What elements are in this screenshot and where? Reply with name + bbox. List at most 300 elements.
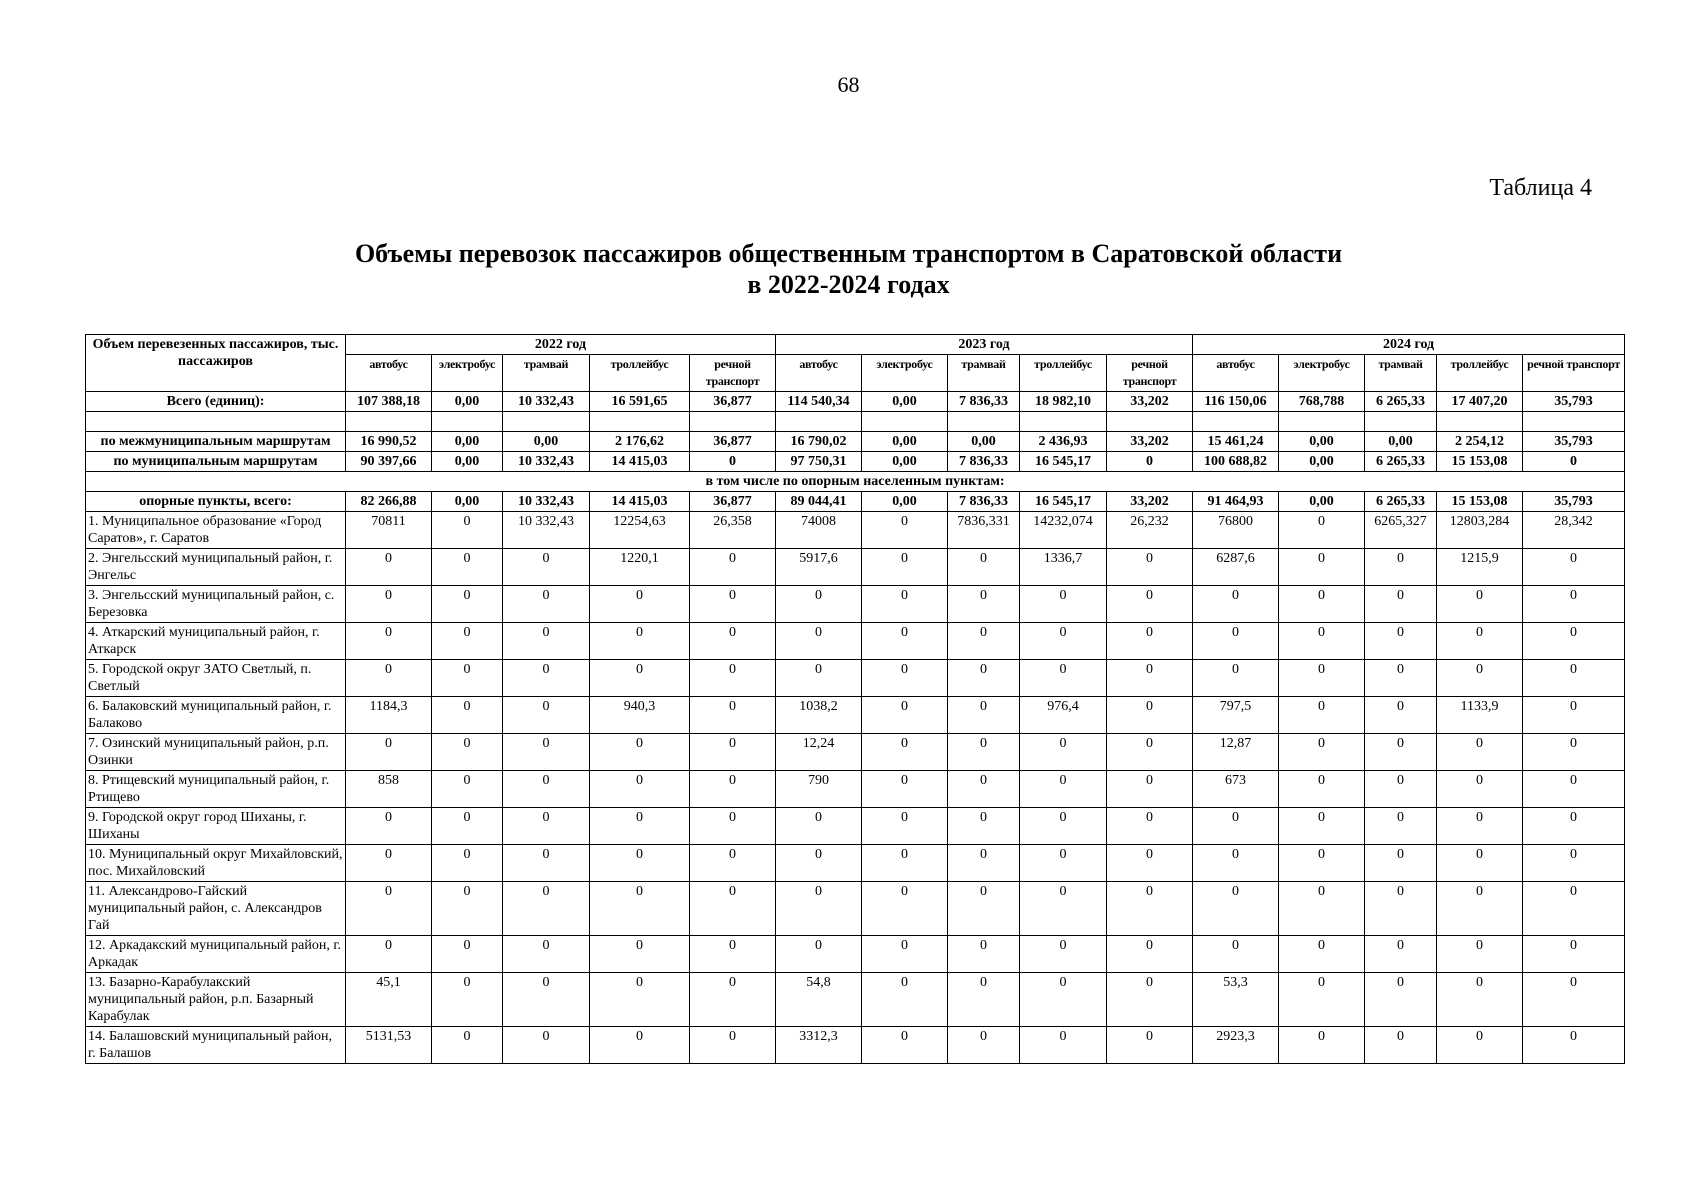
table-cell: 114 540,34	[776, 392, 862, 412]
table-cell: 0	[1107, 623, 1193, 660]
table-cell: 0	[346, 660, 432, 697]
table-row	[86, 623, 1625, 660]
table-cell: 0	[1365, 882, 1437, 936]
table-cell: 12,24	[776, 734, 862, 771]
table-row	[86, 882, 1625, 936]
table-cell: 1336,7	[1020, 549, 1107, 586]
table-cell: 2923,3	[1193, 1027, 1279, 1064]
table-cell: 6 265,33	[1365, 492, 1437, 512]
table-cell: 0	[1193, 623, 1279, 660]
table-cell: 0	[1279, 660, 1365, 697]
table-cell: 0	[690, 973, 776, 1027]
table-cell: 0	[503, 936, 590, 973]
sub-header-cell: троллейбус	[1020, 355, 1107, 392]
table-cell: 33,202	[1107, 492, 1193, 512]
table-cell: 45,1	[346, 973, 432, 1027]
sub-header-cell: электробус	[862, 355, 948, 392]
table-cell: 0	[1107, 973, 1193, 1027]
table-cell: 0	[948, 808, 1020, 845]
table-cell: 0	[432, 973, 503, 1027]
table-cell: 0	[1279, 1027, 1365, 1064]
table-cell: 10 332,43	[503, 452, 590, 472]
table-cell: 0	[432, 512, 503, 549]
year-header-2023: 2023 год	[776, 335, 1193, 355]
table-cell: 0	[432, 882, 503, 936]
table-cell: 0	[948, 771, 1020, 808]
table-cell: 0	[690, 845, 776, 882]
sub-header-cell: речной транспорт	[1523, 355, 1625, 392]
empty-cell	[862, 412, 948, 432]
table-cell: 0	[1365, 549, 1437, 586]
table-cell: 0	[1020, 734, 1107, 771]
table-cell: 3312,3	[776, 1027, 862, 1064]
table-cell: 0	[690, 549, 776, 586]
table-cell: 33,202	[1107, 432, 1193, 452]
table-cell: 0	[690, 808, 776, 845]
table-cell: 0	[590, 734, 690, 771]
sub-header-cell: автобус	[776, 355, 862, 392]
table-cell: 7 836,33	[948, 452, 1020, 472]
year-header-2024: 2024 год	[1193, 335, 1625, 355]
table-cell: 36,877	[690, 392, 776, 412]
table-cell: 0	[503, 549, 590, 586]
row-label: 3. Энгельсский муниципальный район, с. Березовка	[86, 586, 346, 623]
corner-header: Объем перевезенных пассажиров, тыс. пассажиров	[86, 335, 346, 392]
table-cell: 0	[948, 586, 1020, 623]
sub-header-cell: электробус	[1279, 355, 1365, 392]
table-cell: 0	[1107, 586, 1193, 623]
row-label: 8. Ртищевский муниципальный район, г. Ртищево	[86, 771, 346, 808]
table-cell: 0	[1279, 586, 1365, 623]
table-cell: 0	[346, 845, 432, 882]
table-cell: 0	[503, 734, 590, 771]
table-row	[86, 660, 1625, 697]
table-row	[86, 973, 1625, 1027]
table-cell: 0,00	[1279, 432, 1365, 452]
support-points-note: в том числе по опорным населенным пунктам:	[86, 472, 1625, 492]
table-cell: 18 982,10	[1020, 392, 1107, 412]
table-cell: 0	[1523, 452, 1625, 472]
row-label: 2. Энгельсский муниципальный район, г. Энгельс	[86, 549, 346, 586]
table-cell: 0	[1193, 845, 1279, 882]
table-row	[86, 808, 1625, 845]
table-row	[86, 734, 1625, 771]
sub-header-cell: трамвай	[948, 355, 1020, 392]
table-cell: 36,877	[690, 432, 776, 452]
table-cell: 90 397,66	[346, 452, 432, 472]
table-cell: 0	[1279, 808, 1365, 845]
table-cell: 7836,331	[948, 512, 1020, 549]
table-cell: 100 688,82	[1193, 452, 1279, 472]
row-label: 1. Муниципальное образование «Город Саратов», г. Саратов	[86, 512, 346, 549]
table-cell: 0	[690, 936, 776, 973]
table-cell: 0	[1437, 771, 1523, 808]
support-points-total-row	[86, 492, 1625, 512]
table-cell: 82 266,88	[346, 492, 432, 512]
table-cell: 1038,2	[776, 697, 862, 734]
table-cell: 0	[503, 882, 590, 936]
table-cell: 0	[590, 1027, 690, 1064]
table-cell: 0	[1107, 549, 1193, 586]
table-cell: 0	[862, 512, 948, 549]
empty-cell	[432, 412, 503, 432]
sub-header-cell: электробус	[432, 355, 503, 392]
table-cell: 0	[776, 660, 862, 697]
table-row	[86, 845, 1625, 882]
table-cell: 0	[590, 936, 690, 973]
table-cell: 0	[948, 734, 1020, 771]
table-cell: 0	[1523, 734, 1625, 771]
sub-header-cell: речной транспорт	[690, 355, 776, 392]
table-cell: 976,4	[1020, 697, 1107, 734]
table-cell: 12803,284	[1437, 512, 1523, 549]
table-cell: 0	[948, 973, 1020, 1027]
table-cell: 0	[590, 623, 690, 660]
row-label: 14. Балашовский муниципальный район, г. Балашов	[86, 1027, 346, 1064]
table-cell: 0	[948, 623, 1020, 660]
table-cell: 0	[1279, 882, 1365, 936]
sub-header-cell: автобус	[1193, 355, 1279, 392]
table-row	[86, 697, 1625, 734]
sub-header-cell: трамвай	[503, 355, 590, 392]
row-label: 6. Балаковский муниципальный район, г. Балаково	[86, 697, 346, 734]
table-cell: 0,00	[862, 392, 948, 412]
sub-header-cell: троллейбус	[590, 355, 690, 392]
table-cell: 0	[1523, 882, 1625, 936]
table-cell: 0,00	[1279, 492, 1365, 512]
title-line-1: Объемы перевозок пассажиров общественным транспортом в Саратовской области	[354, 239, 1343, 268]
table-cell: 0	[1107, 1027, 1193, 1064]
table-cell: 0	[690, 734, 776, 771]
table-cell: 0,00	[862, 492, 948, 512]
row-label: 13. Базарно-Карабулакский муниципальный район, р.п. Базарный Карабулак	[86, 973, 346, 1027]
page-number: 68	[837, 72, 860, 97]
table-cell: 0	[862, 660, 948, 697]
table-cell: 0	[1107, 771, 1193, 808]
table-cell: 14 415,03	[590, 492, 690, 512]
table-cell: 0	[862, 845, 948, 882]
table-cell: 0	[346, 882, 432, 936]
table-cell: 0	[1437, 936, 1523, 973]
row-label: опорные пункты, всего:	[86, 492, 346, 512]
table-cell: 0	[1193, 586, 1279, 623]
table-cell: 0,00	[1279, 452, 1365, 472]
table-cell: 0	[1523, 973, 1625, 1027]
table-cell: 0	[432, 549, 503, 586]
table-cell: 0	[1279, 936, 1365, 973]
table-cell: 0	[1107, 845, 1193, 882]
table-cell: 107 388,18	[346, 392, 432, 412]
empty-cell	[1193, 412, 1279, 432]
table-cell: 0	[1523, 660, 1625, 697]
table-cell: 0	[1437, 973, 1523, 1027]
table-cell: 0	[1523, 623, 1625, 660]
empty-cell	[1020, 412, 1107, 432]
table-cell: 0	[432, 623, 503, 660]
empty-cell	[776, 412, 862, 432]
table-cell: 0	[1020, 623, 1107, 660]
table-cell: 0	[503, 808, 590, 845]
table-cell: 12,87	[1193, 734, 1279, 771]
sub-header-cell: трамвай	[1365, 355, 1437, 392]
table-cell: 0	[503, 1027, 590, 1064]
table-cell: 0	[1523, 771, 1625, 808]
sub-header-cell: речной транспорт	[1107, 355, 1193, 392]
table-cell: 33,202	[1107, 392, 1193, 412]
table-cell: 0	[432, 808, 503, 845]
table-cell: 0	[590, 973, 690, 1027]
row-label: 12. Аркадакский муниципальный район, г. Аркадак	[86, 936, 346, 973]
table-cell: 6 265,33	[1365, 392, 1437, 412]
table-cell: 35,793	[1523, 392, 1625, 412]
table-cell: 0	[1279, 734, 1365, 771]
table-cell: 16 545,17	[1020, 492, 1107, 512]
table-cell: 7 836,33	[948, 392, 1020, 412]
table-cell: 0	[690, 586, 776, 623]
table-cell: 0,00	[948, 432, 1020, 452]
table-cell: 0	[432, 660, 503, 697]
table-cell: 16 545,17	[1020, 452, 1107, 472]
table-cell: 0	[432, 1027, 503, 1064]
table-cell: 0	[1365, 734, 1437, 771]
table-cell: 0	[690, 882, 776, 936]
table-cell: 0	[1020, 973, 1107, 1027]
table-cell: 0	[1523, 586, 1625, 623]
table-row	[86, 1027, 1625, 1064]
table-cell: 0	[1365, 808, 1437, 845]
table-cell: 53,3	[1193, 973, 1279, 1027]
table-cell: 5131,53	[346, 1027, 432, 1064]
table-cell: 0	[690, 771, 776, 808]
table-row	[86, 936, 1625, 973]
table-cell: 0	[1020, 936, 1107, 973]
table-cell: 35,793	[1523, 492, 1625, 512]
row-label: Всего (единиц):	[86, 392, 346, 412]
table-cell: 0	[1107, 660, 1193, 697]
table-cell: 0	[346, 623, 432, 660]
table-cell: 0	[1365, 660, 1437, 697]
table-cell: 0	[1020, 1027, 1107, 1064]
table-cell: 15 461,24	[1193, 432, 1279, 452]
table-cell: 16 990,52	[346, 432, 432, 452]
table-cell: 7 836,33	[948, 492, 1020, 512]
row-label: 5. Городской округ ЗАТО Светлый, п. Светлый	[86, 660, 346, 697]
table-cell: 116 150,06	[1193, 392, 1279, 412]
table-cell: 0	[862, 549, 948, 586]
table-cell: 0	[1279, 771, 1365, 808]
row-label: 9. Городской округ город Шиханы, г. Шиханы	[86, 808, 346, 845]
table-cell: 0	[1279, 623, 1365, 660]
municipal-row	[86, 452, 1625, 472]
table-cell: 0	[1437, 882, 1523, 936]
table-cell: 0	[776, 882, 862, 936]
table-cell: 0	[503, 771, 590, 808]
table-cell: 0	[1523, 808, 1625, 845]
table-cell: 1133,9	[1437, 697, 1523, 734]
table-cell: 0	[346, 586, 432, 623]
table-cell: 6 265,33	[1365, 452, 1437, 472]
table-cell: 10 332,43	[503, 392, 590, 412]
table-cell: 2 176,62	[590, 432, 690, 452]
table-row	[86, 586, 1625, 623]
table-cell: 1184,3	[346, 697, 432, 734]
table-cell: 0,00	[432, 492, 503, 512]
table-cell: 89 044,41	[776, 492, 862, 512]
table-cell: 790	[776, 771, 862, 808]
empty-cell	[590, 412, 690, 432]
table-cell: 0	[1365, 936, 1437, 973]
table-cell: 0	[1437, 845, 1523, 882]
row-label: 11. Александрово-Гайский муниципальный район, с. Александров Гай	[86, 882, 346, 936]
table-cell: 0	[776, 808, 862, 845]
table-cell: 0	[776, 845, 862, 882]
row-label: 10. Муниципальный округ Михайловский, пос. Михайловский	[86, 845, 346, 882]
sub-header-cell: автобус	[346, 355, 432, 392]
table-cell: 0	[1279, 512, 1365, 549]
table-cell: 0	[1279, 845, 1365, 882]
table-cell: 768,788	[1279, 392, 1365, 412]
table-cell: 0	[690, 452, 776, 472]
table-cell: 26,358	[690, 512, 776, 549]
table-cell: 0	[948, 936, 1020, 973]
table-cell: 0	[1279, 973, 1365, 1027]
table-cell: 0	[862, 697, 948, 734]
table-cell: 76800	[1193, 512, 1279, 549]
table-cell: 0	[862, 882, 948, 936]
total-row	[86, 392, 1625, 412]
table-cell: 0	[1193, 882, 1279, 936]
table-cell: 14 415,03	[590, 452, 690, 472]
table-cell: 0	[1020, 882, 1107, 936]
table-cell: 673	[1193, 771, 1279, 808]
table-cell: 17 407,20	[1437, 392, 1523, 412]
table-cell: 0,00	[432, 432, 503, 452]
table-cell: 0	[590, 771, 690, 808]
sub-header-cell: троллейбус	[1437, 355, 1523, 392]
table-cell: 0	[1365, 697, 1437, 734]
table-cell: 0	[776, 936, 862, 973]
empty-cell	[503, 412, 590, 432]
table-cell: 0	[862, 936, 948, 973]
table-cell: 1215,9	[1437, 549, 1523, 586]
row-label: 7. Озинский муниципальный район, р.п. Озинки	[86, 734, 346, 771]
empty-cell	[1365, 412, 1437, 432]
table-cell: 0	[1020, 771, 1107, 808]
table-cell: 6265,327	[1365, 512, 1437, 549]
table-cell: 0	[1437, 1027, 1523, 1064]
table-cell: 0	[1365, 845, 1437, 882]
table-cell: 0	[948, 697, 1020, 734]
table-cell: 0	[1365, 1027, 1437, 1064]
table-cell: 12254,63	[590, 512, 690, 549]
table-cell: 0,00	[432, 392, 503, 412]
table-cell: 54,8	[776, 973, 862, 1027]
table-cell: 0	[862, 586, 948, 623]
table-cell: 0	[948, 845, 1020, 882]
table-cell: 0	[503, 845, 590, 882]
table-cell: 6287,6	[1193, 549, 1279, 586]
table-cell: 0	[948, 882, 1020, 936]
table-cell: 0	[862, 808, 948, 845]
table-cell: 0	[690, 660, 776, 697]
table-cell: 0	[503, 660, 590, 697]
table-cell: 0	[432, 771, 503, 808]
table-cell: 0	[1523, 845, 1625, 882]
table-cell: 0	[432, 586, 503, 623]
table-cell: 5917,6	[776, 549, 862, 586]
table-cell: 0	[862, 973, 948, 1027]
table-cell: 0	[1437, 586, 1523, 623]
table-cell: 0	[1020, 660, 1107, 697]
table-cell: 0	[1523, 1027, 1625, 1064]
support-points-note-row	[86, 472, 1625, 492]
table-cell: 0	[432, 734, 503, 771]
table-cell: 0	[590, 845, 690, 882]
table-cell: 14232,074	[1020, 512, 1107, 549]
table-cell: 0	[948, 660, 1020, 697]
table-cell: 858	[346, 771, 432, 808]
table-cell: 0	[1279, 697, 1365, 734]
table-cell: 91 464,93	[1193, 492, 1279, 512]
table-cell: 0	[1437, 734, 1523, 771]
empty-cell	[1523, 412, 1625, 432]
table-cell: 0	[432, 697, 503, 734]
table-cell: 0,00	[862, 432, 948, 452]
table-cell: 0	[1107, 808, 1193, 845]
table-cell: 1220,1	[590, 549, 690, 586]
table-cell: 2 254,12	[1437, 432, 1523, 452]
empty-cell	[1107, 412, 1193, 432]
table-cell: 16 790,02	[776, 432, 862, 452]
table-cell: 70811	[346, 512, 432, 549]
table-cell: 28,342	[1523, 512, 1625, 549]
row-label: по межмуниципальным маршрутам	[86, 432, 346, 452]
table-cell: 0	[862, 734, 948, 771]
table-cell: 97 750,31	[776, 452, 862, 472]
table-label: Таблица 4	[1489, 175, 1592, 201]
table-cell: 0	[862, 623, 948, 660]
blank-row	[86, 412, 1625, 432]
table-cell: 16 591,65	[590, 392, 690, 412]
table-cell: 0	[1279, 549, 1365, 586]
table-cell: 0	[776, 586, 862, 623]
empty-cell	[86, 412, 346, 432]
passenger-volume-table	[85, 334, 1625, 1064]
table-cell: 0	[1107, 452, 1193, 472]
table-cell: 15 153,08	[1437, 492, 1523, 512]
table-cell: 74008	[776, 512, 862, 549]
table-cell: 0	[948, 549, 1020, 586]
table-cell: 0	[346, 936, 432, 973]
table-cell: 0	[690, 623, 776, 660]
table-cell: 0	[776, 623, 862, 660]
table-cell: 0	[1365, 623, 1437, 660]
table-cell: 0	[862, 771, 948, 808]
title-line-2: в 2022-2024 годах	[747, 270, 950, 299]
table-cell: 0	[1107, 882, 1193, 936]
table-cell: 0	[1365, 973, 1437, 1027]
table-cell: 0,00	[862, 452, 948, 472]
intermunicipal-row	[86, 432, 1625, 452]
table-cell: 0	[1020, 845, 1107, 882]
table-cell: 0	[590, 586, 690, 623]
empty-cell	[948, 412, 1020, 432]
table-cell: 0	[1193, 808, 1279, 845]
table-cell: 36,877	[690, 492, 776, 512]
row-label: по муниципальным маршрутам	[86, 452, 346, 472]
table-cell: 0	[503, 697, 590, 734]
table-cell: 940,3	[590, 697, 690, 734]
